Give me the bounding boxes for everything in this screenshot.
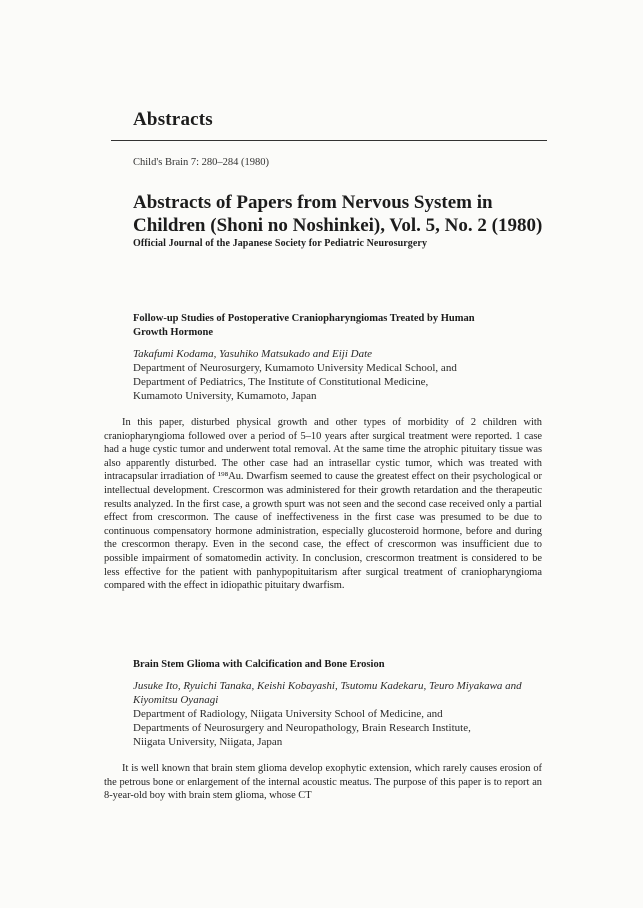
affiliation-line: Department of Neurosurgery, Kumamoto University Medical School, and bbox=[133, 362, 457, 374]
article-2 bbox=[0, 658, 643, 803]
affiliation-line: Department of Pediatrics, The Institute of Constitutional Medicine, bbox=[133, 376, 429, 388]
article-abstract: It is well known that brain stem glioma develop exophytic extension, which rarely causes erosion of the petrous bone or enlargement of the internal acoustic meatus. The purpose of this paper is to report an 8-year-old boy with brain stem glioma, whose CT bbox=[104, 763, 542, 802]
affiliation-line: Niigata University, Niigata, Japan bbox=[133, 736, 283, 748]
article-1 bbox=[0, 312, 643, 593]
article-abstract: In this paper, disturbed physical growth and other types of morbidity of 2 children with craniopharyngioma followed over a period of 5–10 years after surgical treatment were reported. 1 case had a huge cystic tumor and underwent total removal. At the same time the atrophic pituitary tissue was also apparently disturbed. The other case had an intrasellar cystic tumor, which was treated with intracapsular irradiation of ¹⁹⁸Au. Dwarfism seemed to cause the greatest effect on their psychological or intellectual development. Crescormon was administered for their growth retardation and the therapeutic results analyzed. In the first case, a growth spurt was not seen and the second case received only a partial effect from crescormon. The cause of ineffectiveness in the first case was presumed to be due to continuous compensatory hormone administration, especially glucosteroid hormone, before and during the crescormon therapy. Even in the second case, the effect of crescormon was insufficient due to possible impairment of somatomedin activity. In conclusion, crescormon treatment is considered to be less effective for the patient with panhypopituitarism after surgical treatment of craniopharyngioma compared with the effect in idiopathic pituitary dwarfism. bbox=[104, 417, 542, 592]
article-title: Brain Stem Glioma with Calcification and Bone Erosion bbox=[133, 659, 385, 670]
main-title: Abstracts of Papers from Nervous System in Children (Shoni no Noshinkei), Vol. 5, No. 2 (1980) bbox=[133, 192, 543, 236]
article-affiliations bbox=[133, 361, 553, 403]
section-heading: Abstracts bbox=[133, 109, 213, 130]
affiliation-line: Department of Radiology, Niigata University School of Medicine, and bbox=[133, 708, 443, 720]
article-affiliations bbox=[133, 707, 553, 749]
article-authors: Jusuke Ito, Ryuichi Tanaka, Keishi Kobayashi, Tsutomu Kadekaru, Teuro Miyakawa and Kiyomitsu Oyanagi bbox=[133, 680, 522, 706]
heading-divider bbox=[111, 140, 547, 141]
article-title: Follow-up Studies of Postoperative Craniopharyngiomas Treated by Human Growth Hormone bbox=[133, 313, 475, 338]
citation: Child's Brain 7: 280–284 (1980) bbox=[133, 157, 270, 168]
affiliation-line: Kumamoto University, Kumamoto, Japan bbox=[133, 390, 317, 402]
affiliation-line: Departments of Neurosurgery and Neuropathology, Brain Research Institute, bbox=[133, 722, 471, 734]
journal-line: Official Journal of the Japanese Society for Pediatric Neurosurgery bbox=[133, 238, 428, 249]
article-authors: Takafumi Kodama, Yasuhiko Matsukado and Eiji Date bbox=[133, 348, 373, 360]
